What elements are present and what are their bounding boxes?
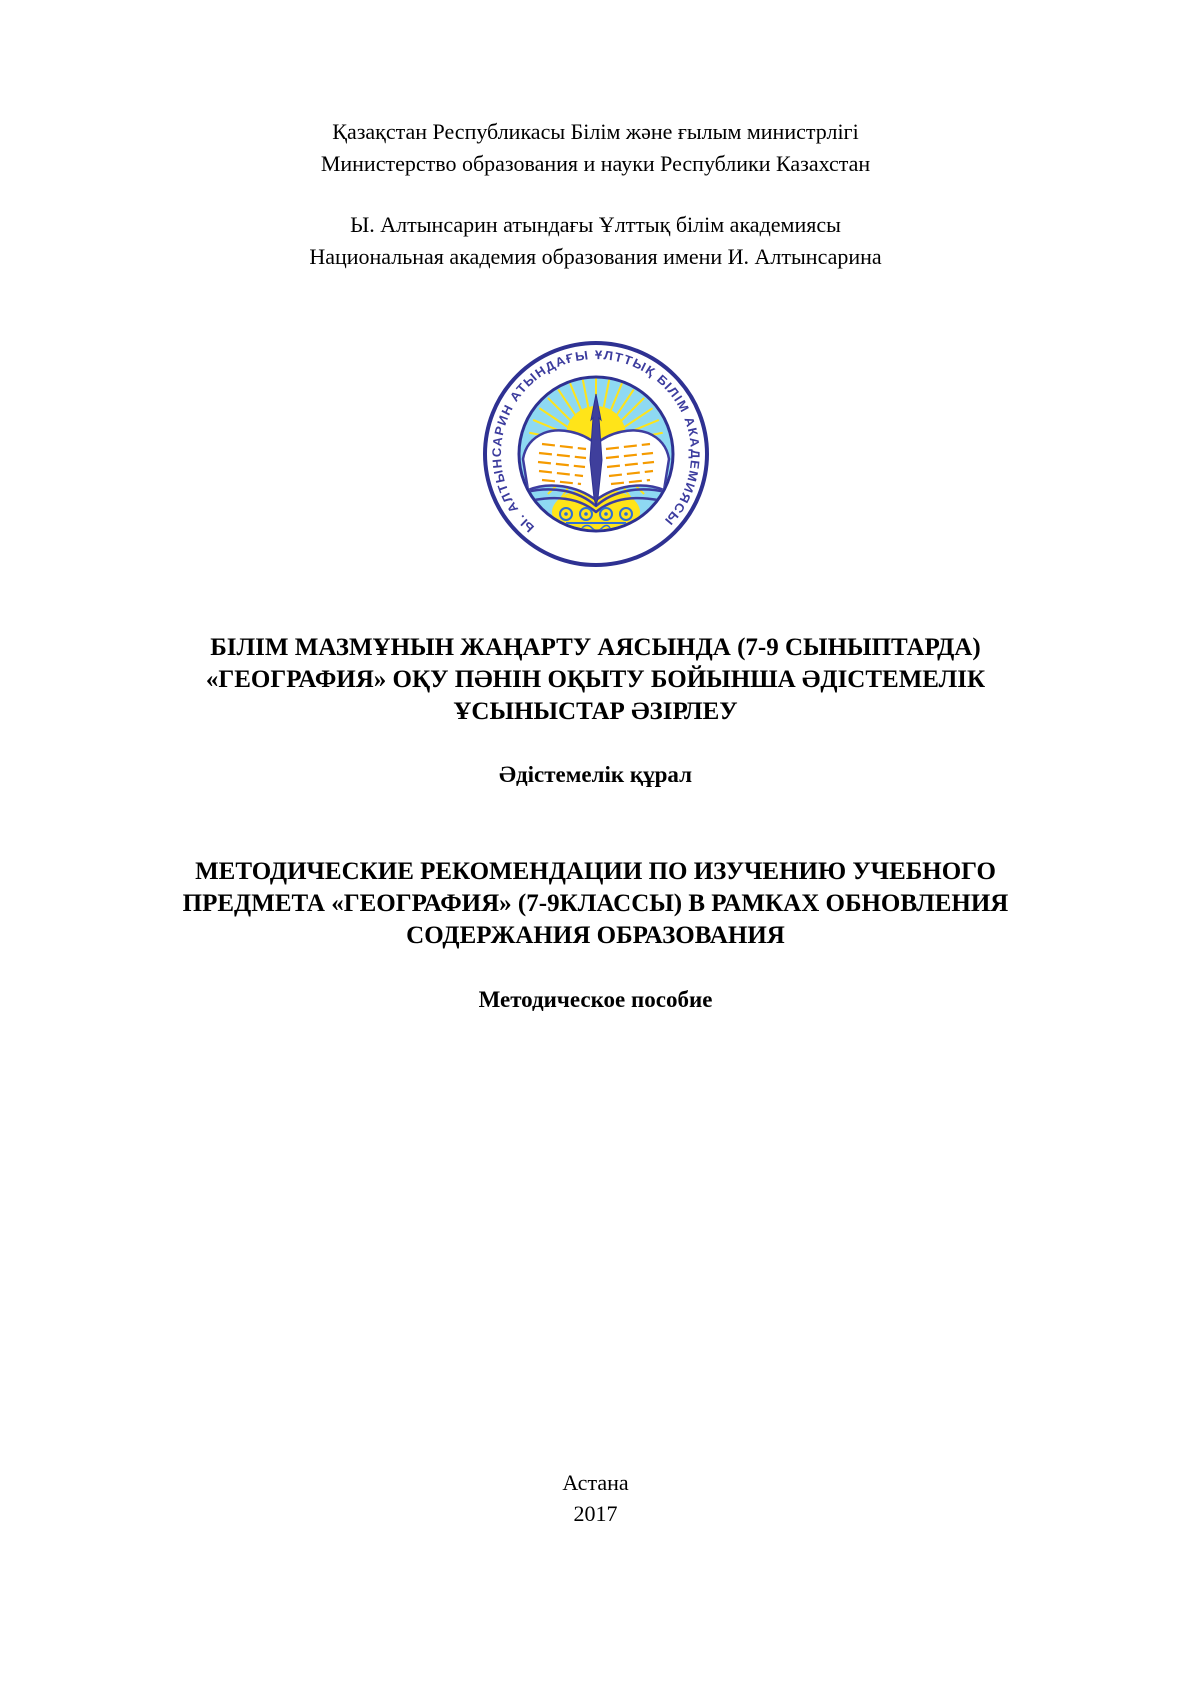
title-kk-line-3: ҰСЫНЫСТАР ӘЗІРЛЕУ	[453, 698, 738, 725]
imprint-city: Астана	[562, 1470, 629, 1495]
title-kk-line-1: БІЛІМ МАЗМҰНЫН ЖАҢАРТУ АЯСЫНДА (7-9 СЫНЫПТАРДА)	[210, 634, 981, 661]
title-ru-line-3: СОДЕРЖАНИЯ ОБРАЗОВАНИЯ	[406, 922, 785, 949]
subtitle-ru: Методическое пособие	[478, 987, 713, 1012]
title-ru	[0, 856, 1191, 952]
ministry-line-ru: Министерство образования и науки Республики Казахстан	[320, 151, 871, 176]
emblem-ring-text: Ы. АЛТЫНСАРИН АТЫНДАҒЫ ҰЛТТЫҚ БІЛІМ АКАДЕМИЯСЫ	[489, 347, 702, 535]
title-ru-line-1: МЕТОДИЧЕСКИЕ РЕКОМЕНДАЦИИ ПО ИЗУЧЕНИЮ УЧЕБНОГО	[195, 858, 996, 885]
academy-line-ru: Национальная академия образования имени И. Алтынсарина	[309, 244, 882, 269]
ministry-line-kk: Қазақстан Республикасы Білім және ғылым министрлігі	[332, 119, 859, 144]
imprint-year: 2017	[573, 1501, 618, 1526]
academy-line-kk: Ы. Алтынсарин атындағы Ұлттық білім академиясы	[350, 212, 841, 237]
academy-emblem	[0, 340, 1191, 573]
academy-header	[0, 209, 1191, 273]
title-kk	[0, 632, 1191, 728]
ministry-header	[0, 116, 1191, 180]
subtitle-kk: Әдістемелік құрал	[498, 762, 693, 787]
title-kk-line-2: «ГЕОГРАФИЯ» ОҚУ ПӘНІН ОҚЫТУ БОЙЫНША ӘДІСТЕМЕЛІК	[205, 666, 986, 693]
imprint	[0, 1467, 1191, 1529]
academy-emblem-icon	[482, 340, 710, 568]
title-ru-line-2: ПРЕДМЕТА «ГЕОГРАФИЯ» (7-9КЛАССЫ) В РАМКАХ ОБНОВЛЕНИЯ	[182, 890, 1009, 917]
